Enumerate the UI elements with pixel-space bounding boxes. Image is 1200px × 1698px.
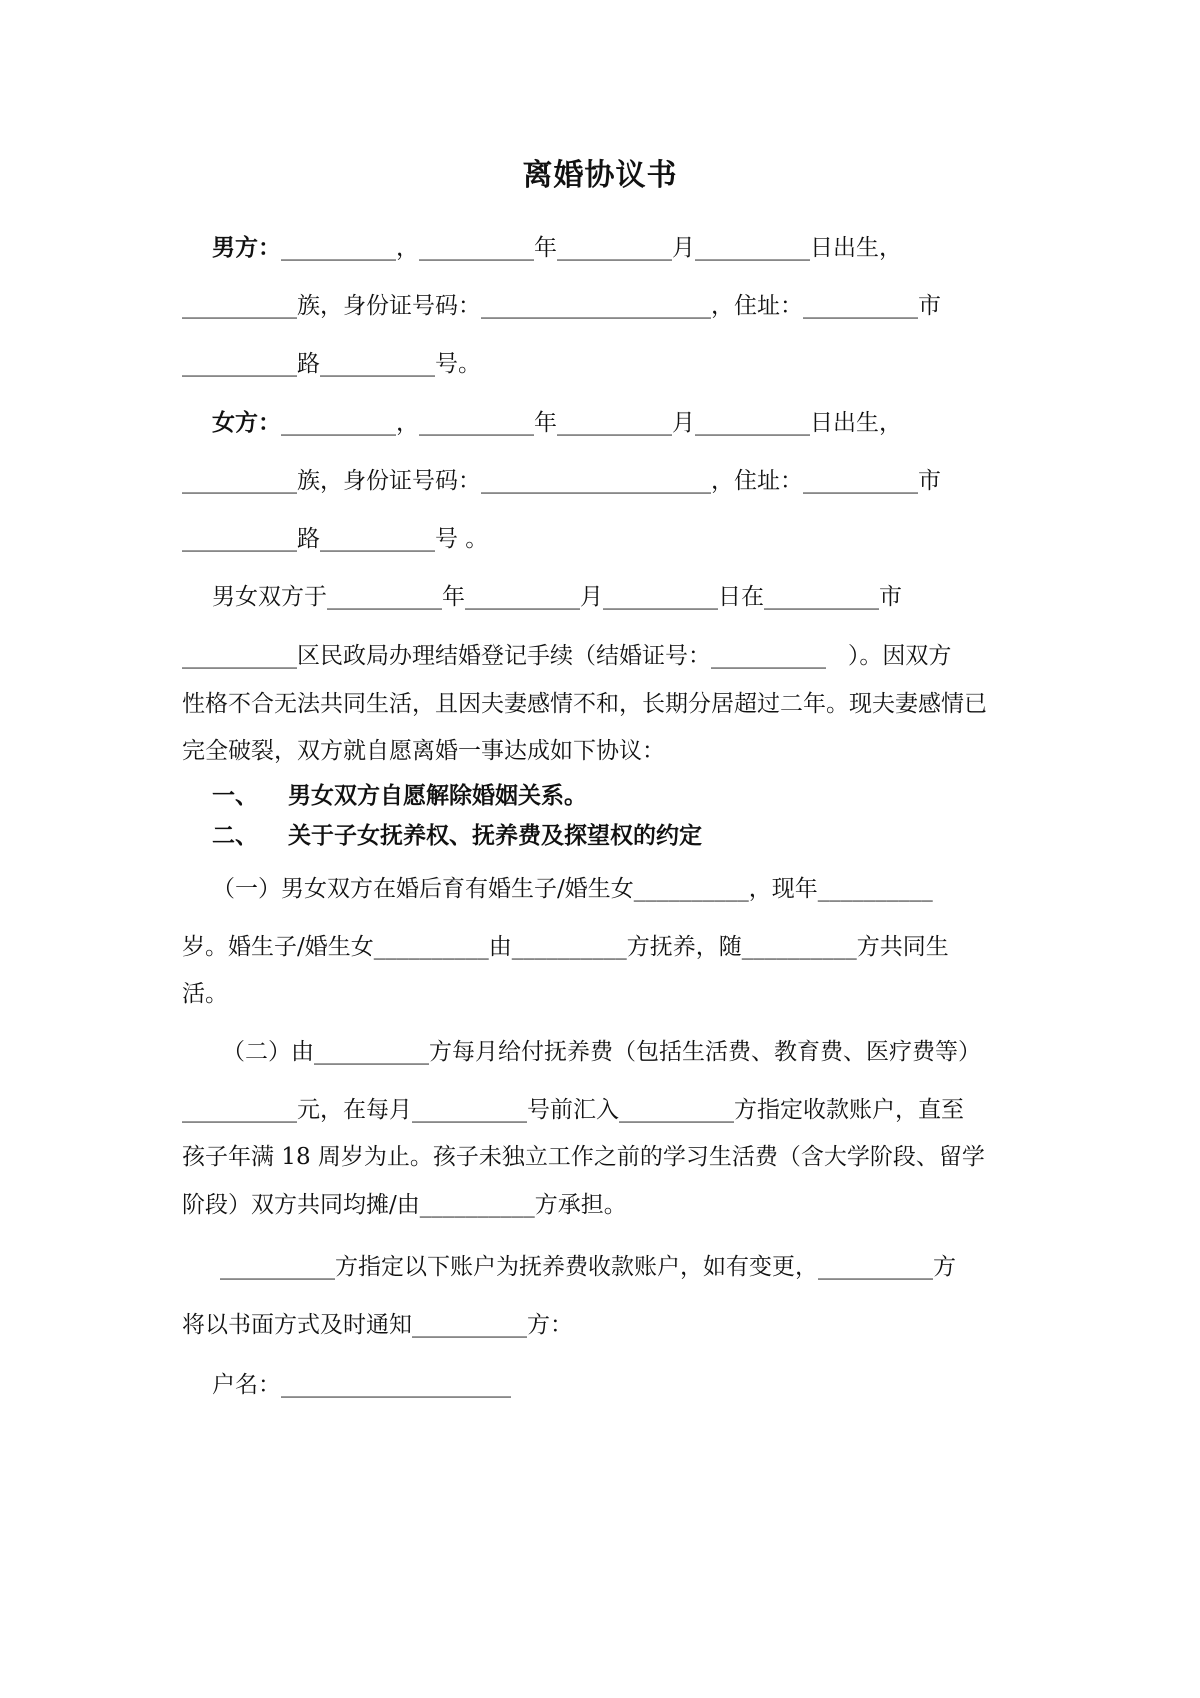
- female-line-1-text: __________，__________年__________月__________日出生，: [281, 410, 902, 436]
- female-line-1: [212, 403, 1062, 443]
- item-2: [212, 816, 1062, 856]
- male-line-1: [212, 228, 1062, 268]
- sub2-line-2: __________元，在每月__________号前汇入__________方指定收款账户，直至: [182, 1097, 964, 1123]
- marriage-line-4: 完全破裂，双方就自愿离婚一事达成如下协议：: [182, 738, 665, 764]
- sub1-line-3: 活。: [182, 981, 228, 1007]
- sub1-line-2: 岁。婚生子/婚生女__________由__________方抚养，随__________方共同生: [182, 934, 949, 960]
- account-name-blank: ____________________: [281, 1372, 511, 1398]
- sub2-line-1: （二）由__________方每月给付抚养费（包括生活费、教育费、医疗费等）: [222, 1039, 981, 1065]
- sub2-line-4: 阶段）双方共同均摊/由__________方承担。: [182, 1192, 627, 1218]
- female-line-3: __________路__________号 。: [182, 526, 489, 552]
- marriage-line-2: __________区民政局办理结婚登记手续（结婚证号：__________ ）。因双方: [182, 643, 952, 669]
- item-2-text: 关于子女抚养权、抚养费及探望权的约定: [288, 822, 702, 849]
- account-line-1: __________方指定以下账户为抚养费收款账户，如有变更，__________方: [220, 1254, 956, 1280]
- account-name-label: 户名：: [212, 1372, 281, 1398]
- account-name-line: [212, 1365, 1062, 1405]
- sub1-line-1: （一）男女双方在婚后育有婚生子/婚生女__________，现年__________: [212, 876, 933, 902]
- item-1-text: 男女双方自愿解除婚姻关系。: [288, 782, 587, 809]
- male-line-3: __________路__________号。: [182, 351, 481, 377]
- account-line-2: 将以书面方式及时通知__________方：: [182, 1312, 573, 1338]
- sub2-line-3: 孩子年满 18 周岁为止。孩子未独立工作之前的学习生活费（含大学阶段、留学: [182, 1144, 985, 1170]
- item-2-number: 二、: [212, 822, 258, 849]
- item-1: [212, 776, 1062, 816]
- document-title: 离婚协议书: [522, 158, 678, 193]
- male-label: 男方：: [212, 234, 281, 261]
- marriage-line-1: 男女双方于__________年__________月__________日在__________市: [212, 584, 902, 610]
- female-line-2: __________族，身份证号码：____________________，住址：__________市: [182, 468, 941, 494]
- item-1-number: 一、: [212, 782, 258, 809]
- marriage-line-3: 性格不合无法共同生活，且因夫妻感情不和，长期分居超过二年。现夫妻感情已: [182, 691, 987, 717]
- male-line-1-text: __________，__________年__________月__________日出生，: [281, 235, 902, 261]
- female-label: 女方：: [212, 409, 281, 436]
- male-line-2: __________族，身份证号码：____________________，住址：__________市: [182, 293, 941, 319]
